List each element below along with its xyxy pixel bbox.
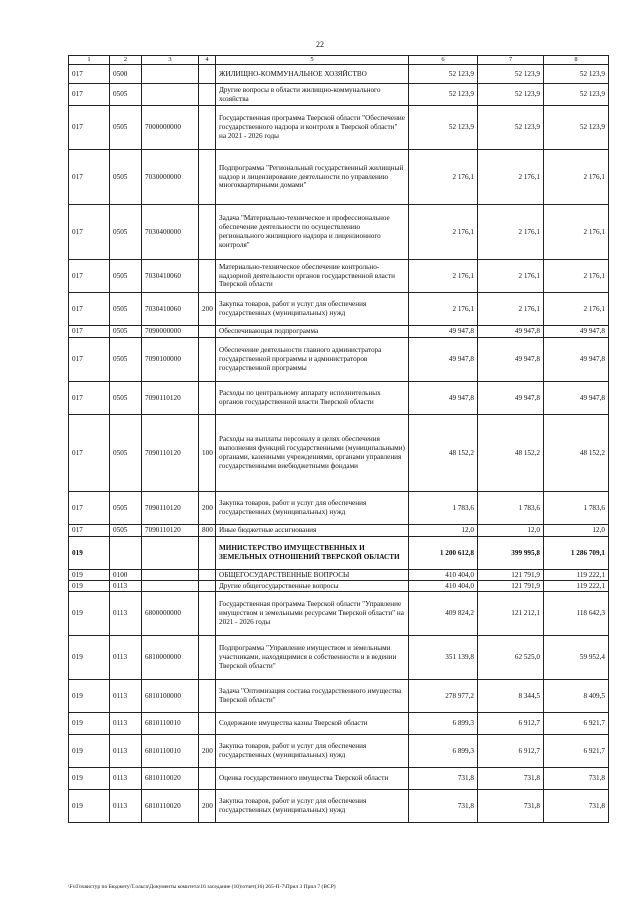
table-row xyxy=(69,636,609,680)
amount-2023-cell: 59 952,4 xyxy=(544,636,609,680)
target-code-cell xyxy=(142,537,199,570)
amount-2022-cell: 2 176,1 xyxy=(478,260,544,293)
table-row xyxy=(69,790,609,823)
section-code-cell: 0505 xyxy=(110,84,142,106)
org-code-cell: 017 xyxy=(69,150,110,205)
org-code-cell: 017 xyxy=(69,84,110,106)
table-row xyxy=(69,680,609,713)
amount-2023-cell: 8 409,5 xyxy=(544,680,609,713)
org-code-cell: 019 xyxy=(69,592,110,636)
table-row xyxy=(69,260,609,293)
expense-type-cell xyxy=(199,326,216,338)
expense-type-cell: 200 xyxy=(199,790,216,823)
amount-2022-cell: 12,0 xyxy=(478,525,544,537)
amount-2023-cell: 49 947,8 xyxy=(544,338,609,382)
expense-type-cell xyxy=(199,581,216,592)
amount-2023-cell: 52 123,9 xyxy=(544,84,609,106)
amount-2023-cell: 52 123,9 xyxy=(544,106,609,150)
expense-type-cell: 200 xyxy=(199,735,216,768)
table-row xyxy=(69,382,609,415)
amount-2021-cell: 52 123,9 xyxy=(409,84,478,106)
table-body xyxy=(69,56,609,823)
amount-2021-cell: 278 977,2 xyxy=(409,680,478,713)
section-code-cell: 0505 xyxy=(110,326,142,338)
table-row xyxy=(69,713,609,735)
table-row xyxy=(69,592,609,636)
table-row xyxy=(69,326,609,338)
section-code-cell: 0113 xyxy=(110,790,142,823)
target-code-cell: 7090100000 xyxy=(142,338,199,382)
description-cell: Закупка товаров, работ и услуг для обеспечения государственных (муниципальных) нужд xyxy=(216,492,409,525)
target-code-cell: 6800000000 xyxy=(142,592,199,636)
amount-2021-cell: 1 783,6 xyxy=(409,492,478,525)
amount-2023-cell: 2 176,1 xyxy=(544,205,609,260)
section-code-cell: 0505 xyxy=(110,205,142,260)
header-cell: 1 xyxy=(69,56,110,65)
amount-2022-cell: 49 947,8 xyxy=(478,338,544,382)
org-code-cell: 017 xyxy=(69,415,110,492)
amount-2022-cell: 121 791,9 xyxy=(478,581,544,592)
description-cell: ОБЩЕГОСУДАРСТВЕННЫЕ ВОПРОСЫ xyxy=(216,570,409,581)
description-cell: Материально-техническое обеспечение контрольно-надзорной деятельности органов государственной власти Тверской области xyxy=(216,260,409,293)
description-cell: МИНИСТЕРСТВО ИМУЩЕСТВЕННЫХ И ЗЕМЕЛЬНЫХ ОТНОШЕНИЙ ТВЕРСКОЙ ОБЛАСТИ xyxy=(216,537,409,570)
target-code-cell: 7030400000 xyxy=(142,205,199,260)
amount-2021-cell: 49 947,8 xyxy=(409,382,478,415)
amount-2023-cell: 49 947,8 xyxy=(544,326,609,338)
section-code-cell: 0113 xyxy=(110,581,142,592)
table-row xyxy=(69,84,609,106)
table-row xyxy=(69,338,609,382)
section-code-cell: 0505 xyxy=(110,382,142,415)
description-cell: Содержание имущества казны Тверской области xyxy=(216,713,409,735)
target-code-cell: 7000000000 xyxy=(142,106,199,150)
target-code-cell xyxy=(142,570,199,581)
description-cell: Задача "Материально-техническое и профессиональное обеспечение деятельности по осуществлению регионального жилищного надзора и лицензионного контроля" xyxy=(216,205,409,260)
target-code-cell: 6810000000 xyxy=(142,636,199,680)
description-cell: Закупка товаров, работ и услуг для обеспечения государственных (муниципальных) нужд xyxy=(216,735,409,768)
target-code-cell: 7030410060 xyxy=(142,260,199,293)
amount-2022-cell: 52 123,9 xyxy=(478,84,544,106)
amount-2022-cell: 399 995,8 xyxy=(478,537,544,570)
target-code-cell xyxy=(142,581,199,592)
target-code-cell xyxy=(142,84,199,106)
table-row xyxy=(69,581,609,592)
amount-2022-cell: 8 344,5 xyxy=(478,680,544,713)
expense-type-cell xyxy=(199,592,216,636)
amount-2021-cell: 6 899,3 xyxy=(409,735,478,768)
section-code-cell: 0505 xyxy=(110,260,142,293)
target-code-cell: 6810110010 xyxy=(142,735,199,768)
amount-2023-cell: 119 222,1 xyxy=(544,570,609,581)
section-code-cell: 0100 xyxy=(110,570,142,581)
amount-2021-cell: 2 176,1 xyxy=(409,150,478,205)
amount-2021-cell: 1 200 612,8 xyxy=(409,537,478,570)
org-code-cell: 019 xyxy=(69,636,110,680)
amount-2023-cell: 731,8 xyxy=(544,790,609,823)
amount-2023-cell: 119 222,1 xyxy=(544,581,609,592)
amount-2022-cell: 1 783,6 xyxy=(478,492,544,525)
org-code-cell: 017 xyxy=(69,205,110,260)
section-code-cell: 0505 xyxy=(110,415,142,492)
expense-type-cell: 100 xyxy=(199,415,216,492)
expense-type-cell xyxy=(199,537,216,570)
description-cell: Иные бюджетные ассигнования xyxy=(216,525,409,537)
target-code-cell xyxy=(142,65,199,84)
amount-2023-cell: 1 286 709,1 xyxy=(544,537,609,570)
description-cell: Государственная программа Тверской области "Управление имуществом и земельными ресурсами Тверской области" на 2021 - 2026 годы xyxy=(216,592,409,636)
org-code-cell: 019 xyxy=(69,790,110,823)
budget-table xyxy=(68,55,609,823)
amount-2021-cell: 49 947,8 xyxy=(409,326,478,338)
amount-2023-cell: 118 642,3 xyxy=(544,592,609,636)
section-code-cell: 0505 xyxy=(110,293,142,326)
description-cell: Задача "Оптимизация состава государственного имущества Тверской области" xyxy=(216,680,409,713)
expense-type-cell xyxy=(199,338,216,382)
amount-2021-cell: 351 139,8 xyxy=(409,636,478,680)
description-cell: Оценка государственного имущества Тверской области xyxy=(216,768,409,790)
amount-2023-cell: 2 176,1 xyxy=(544,260,609,293)
table-row xyxy=(69,537,609,570)
amount-2022-cell: 2 176,1 xyxy=(478,150,544,205)
amount-2022-cell: 62 525,0 xyxy=(478,636,544,680)
org-code-cell: 019 xyxy=(69,735,110,768)
table-row xyxy=(69,735,609,768)
description-cell: Подпрограмма "Региональный государственный жилищный надзор и лицензирование деятельности по управлению многоквартирными домами" xyxy=(216,150,409,205)
amount-2023-cell: 2 176,1 xyxy=(544,293,609,326)
amount-2021-cell: 2 176,1 xyxy=(409,260,478,293)
expense-type-cell xyxy=(199,768,216,790)
amount-2022-cell: 121 791,9 xyxy=(478,570,544,581)
target-code-cell: 6810110020 xyxy=(142,768,199,790)
expense-type-cell xyxy=(199,713,216,735)
org-code-cell: 019 xyxy=(69,713,110,735)
target-code-cell: 7030410060 xyxy=(142,293,199,326)
org-code-cell: 019 xyxy=(69,570,110,581)
table-row xyxy=(69,65,609,84)
target-code-cell: 7090000000 xyxy=(142,326,199,338)
expense-type-cell: 800 xyxy=(199,525,216,537)
description-cell: Обеспечение деятельности главного администратора государственной программы и администраторов государственной программы xyxy=(216,338,409,382)
amount-2022-cell: 52 123,9 xyxy=(478,65,544,84)
expense-type-cell xyxy=(199,205,216,260)
amount-2021-cell: 731,8 xyxy=(409,768,478,790)
file-path-footer: \Fs\Гохвистур по Бюджету\Т.ольга\Документы комитета\16 заседание (10)\отчет(16) 265-П-7\Прил 3 Прил 7 (ВСР) xyxy=(68,884,336,890)
amount-2021-cell: 731,8 xyxy=(409,790,478,823)
section-code-cell: 0505 xyxy=(110,150,142,205)
org-code-cell: 019 xyxy=(69,680,110,713)
section-code-cell: 0113 xyxy=(110,768,142,790)
table-row xyxy=(69,205,609,260)
target-code-cell: 7090110120 xyxy=(142,382,199,415)
amount-2022-cell: 52 123,9 xyxy=(478,106,544,150)
description-cell: ЖИЛИЩНО-КОММУНАЛЬНОЕ ХОЗЯЙСТВО xyxy=(216,65,409,84)
amount-2021-cell: 6 899,3 xyxy=(409,713,478,735)
org-code-cell: 017 xyxy=(69,293,110,326)
expense-type-cell: 200 xyxy=(199,293,216,326)
section-code-cell: 0505 xyxy=(110,338,142,382)
amount-2023-cell: 48 152,2 xyxy=(544,415,609,492)
description-cell: Расходы по центральному аппарату исполнительных органов государственной власти Тверской области xyxy=(216,382,409,415)
org-code-cell: 017 xyxy=(69,525,110,537)
expense-type-cell xyxy=(199,636,216,680)
amount-2021-cell: 52 123,9 xyxy=(409,106,478,150)
org-code-cell: 017 xyxy=(69,106,110,150)
header-cell: 4 xyxy=(199,56,216,65)
section-code-cell: 0113 xyxy=(110,636,142,680)
amount-2022-cell: 2 176,1 xyxy=(478,293,544,326)
header-cell: 8 xyxy=(544,56,609,65)
org-code-cell: 017 xyxy=(69,326,110,338)
amount-2022-cell: 731,8 xyxy=(478,768,544,790)
amount-2021-cell: 2 176,1 xyxy=(409,205,478,260)
target-code-cell: 7090110120 xyxy=(142,525,199,537)
org-code-cell: 017 xyxy=(69,492,110,525)
org-code-cell: 019 xyxy=(69,537,110,570)
amount-2022-cell: 121 212,1 xyxy=(478,592,544,636)
description-cell: Государственная программа Тверской области "Обеспечение государственного надзора и контроля в Тверской области" на 2021 - 2026 годы xyxy=(216,106,409,150)
amount-2021-cell: 2 176,1 xyxy=(409,293,478,326)
expense-type-cell xyxy=(199,260,216,293)
table-row xyxy=(69,150,609,205)
section-code-cell: 0113 xyxy=(110,713,142,735)
amount-2023-cell: 2 176,1 xyxy=(544,150,609,205)
amount-2021-cell: 49 947,8 xyxy=(409,338,478,382)
section-code-cell: 0500 xyxy=(110,65,142,84)
description-cell: Другие общегосударственные вопросы xyxy=(216,581,409,592)
section-code-cell: 0505 xyxy=(110,106,142,150)
description-cell: Закупка товаров, работ и услуг для обеспечения государственных (муниципальных) нужд xyxy=(216,790,409,823)
table-row xyxy=(69,768,609,790)
amount-2023-cell: 6 921,7 xyxy=(544,713,609,735)
header-cell: 5 xyxy=(216,56,409,65)
header-cell: 7 xyxy=(478,56,544,65)
table-row xyxy=(69,570,609,581)
page-number: 22 xyxy=(316,40,324,49)
amount-2022-cell: 731,8 xyxy=(478,790,544,823)
expense-type-cell: 200 xyxy=(199,492,216,525)
amount-2022-cell: 2 176,1 xyxy=(478,205,544,260)
column-number-header xyxy=(69,56,609,65)
expense-type-cell xyxy=(199,84,216,106)
amount-2021-cell: 48 152,2 xyxy=(409,415,478,492)
amount-2023-cell: 12,0 xyxy=(544,525,609,537)
section-code-cell: 0505 xyxy=(110,492,142,525)
amount-2023-cell: 6 921,7 xyxy=(544,735,609,768)
header-cell: 6 xyxy=(409,56,478,65)
expense-type-cell xyxy=(199,570,216,581)
header-cell: 2 xyxy=(110,56,142,65)
section-code-cell: 0113 xyxy=(110,592,142,636)
target-code-cell: 7030000000 xyxy=(142,150,199,205)
target-code-cell: 6810110010 xyxy=(142,713,199,735)
description-cell: Подпрограмма "Управление имуществом и земельными участниками, находящимися в собственности и в ведении Тверской области" xyxy=(216,636,409,680)
amount-2021-cell: 52 123,9 xyxy=(409,65,478,84)
expense-type-cell xyxy=(199,65,216,84)
target-code-cell: 6810110020 xyxy=(142,790,199,823)
amount-2022-cell: 49 947,8 xyxy=(478,326,544,338)
description-cell: Закупка товаров, работ и услуг для обеспечения государственных (муниципальных) нужд xyxy=(216,293,409,326)
amount-2022-cell: 49 947,8 xyxy=(478,382,544,415)
amount-2022-cell: 6 912,7 xyxy=(478,735,544,768)
org-code-cell: 019 xyxy=(69,581,110,592)
section-code-cell: 0505 xyxy=(110,525,142,537)
target-code-cell: 6810100000 xyxy=(142,680,199,713)
description-cell: Обеспечивающая подпрограмма xyxy=(216,326,409,338)
section-code-cell: 0113 xyxy=(110,735,142,768)
table-row xyxy=(69,525,609,537)
expense-type-cell xyxy=(199,150,216,205)
amount-2022-cell: 48 152,2 xyxy=(478,415,544,492)
table-row xyxy=(69,415,609,492)
table-row xyxy=(69,106,609,150)
amount-2021-cell: 12,0 xyxy=(409,525,478,537)
target-code-cell: 7090110120 xyxy=(142,415,199,492)
amount-2021-cell: 409 824,2 xyxy=(409,592,478,636)
org-code-cell: 017 xyxy=(69,382,110,415)
table-row xyxy=(69,492,609,525)
expense-type-cell xyxy=(199,382,216,415)
expense-type-cell xyxy=(199,106,216,150)
description-cell: Другие вопросы в области жилищно-коммунального хозяйства xyxy=(216,84,409,106)
org-code-cell: 017 xyxy=(69,260,110,293)
description-cell: Расходы на выплаты персоналу в целях обеспечения выполнения функций государственными (муниципальными) органами, казенными учреждениями, органами управления государственными внебюджетными фондами xyxy=(216,415,409,492)
section-code-cell: 0113 xyxy=(110,680,142,713)
org-code-cell: 019 xyxy=(69,768,110,790)
amount-2021-cell: 410 404,0 xyxy=(409,570,478,581)
amount-2023-cell: 731,8 xyxy=(544,768,609,790)
org-code-cell: 017 xyxy=(69,65,110,84)
target-code-cell: 7090110120 xyxy=(142,492,199,525)
amount-2022-cell: 6 912,7 xyxy=(478,713,544,735)
header-cell: 3 xyxy=(142,56,199,65)
expense-type-cell xyxy=(199,680,216,713)
amount-2023-cell: 1 783,6 xyxy=(544,492,609,525)
amount-2023-cell: 52 123,9 xyxy=(544,65,609,84)
org-code-cell: 017 xyxy=(69,338,110,382)
section-code-cell xyxy=(110,537,142,570)
amount-2023-cell: 49 947,8 xyxy=(544,382,609,415)
table-row xyxy=(69,293,609,326)
amount-2021-cell: 410 404,0 xyxy=(409,581,478,592)
